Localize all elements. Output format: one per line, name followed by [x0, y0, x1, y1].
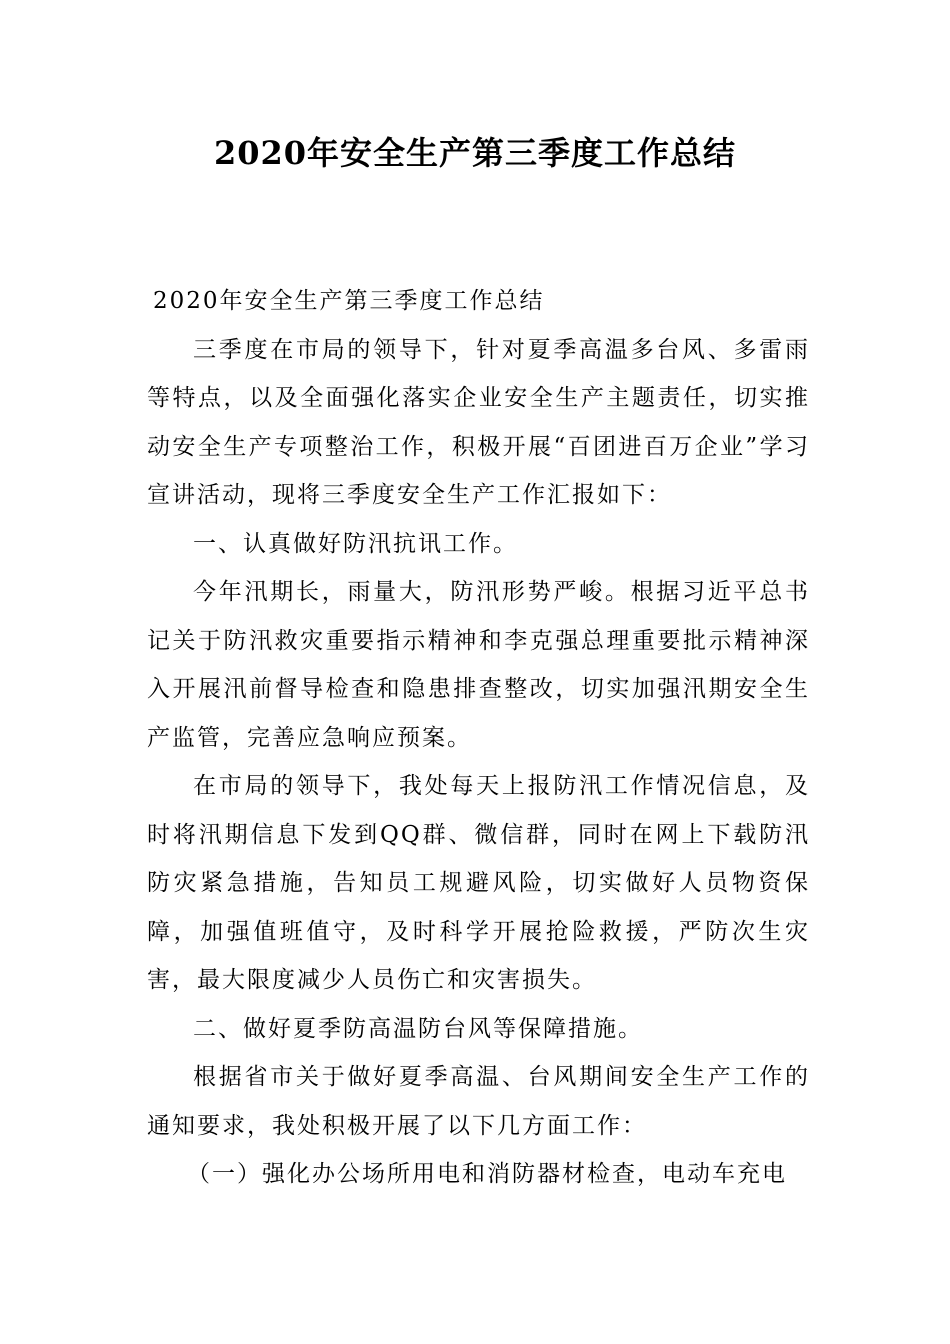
paragraph-intro: 三季度在市局的领导下，针对夏季高温多台风、多雷雨等特点，以及全面强化落实企业安全生产主题责任，切实推动安全生产专项整治工作，积极开展“百团进百万企业”学习宣讲活动，现将三季度安全生产工作汇报如下：	[147, 336, 810, 508]
document-body	[147, 277, 810, 1199]
document-title: 2020年安全生产第三季度工作总结	[213, 134, 737, 172]
paragraph-summer-notice: 根据省市关于做好夏季高温、台风期间安全生产工作的通知要求，我处积极开展了以下几方面工作：	[147, 1064, 810, 1139]
list-item-1: （一）强化办公场所用电和消防器材检查，电动车充电	[187, 1161, 787, 1187]
section-heading-1: 一、认真做好防汛抗讯工作。	[193, 530, 518, 557]
document-subtitle: 2020年安全生产第三季度工作总结	[153, 288, 545, 314]
section-heading-2: 二、做好夏季防高温防台风等保障措施。	[193, 1015, 643, 1042]
paragraph-flood-situation: 今年汛期长，雨量大，防汛形势严峻。根据习近平总书记关于防汛救灾重要指示精神和李克强总理重要批示精神深入开展汛前督导检查和隐患排查整改，切实加强汛期安全生产监管，完善应急响应预案。	[147, 579, 810, 751]
paragraph-flood-measures: 在市局的领导下，我处每天上报防汛工作情况信息，及时将汛期信息下发到QQ群、微信群，同时在网上下载防汛防灾紧急措施，告知员工规避风险，切实做好人员物资保障，加强值班值守，及时科学开展抢险救援，严防次生灾害，最大限度减少人员伤亡和灾害损失。	[147, 773, 810, 993]
